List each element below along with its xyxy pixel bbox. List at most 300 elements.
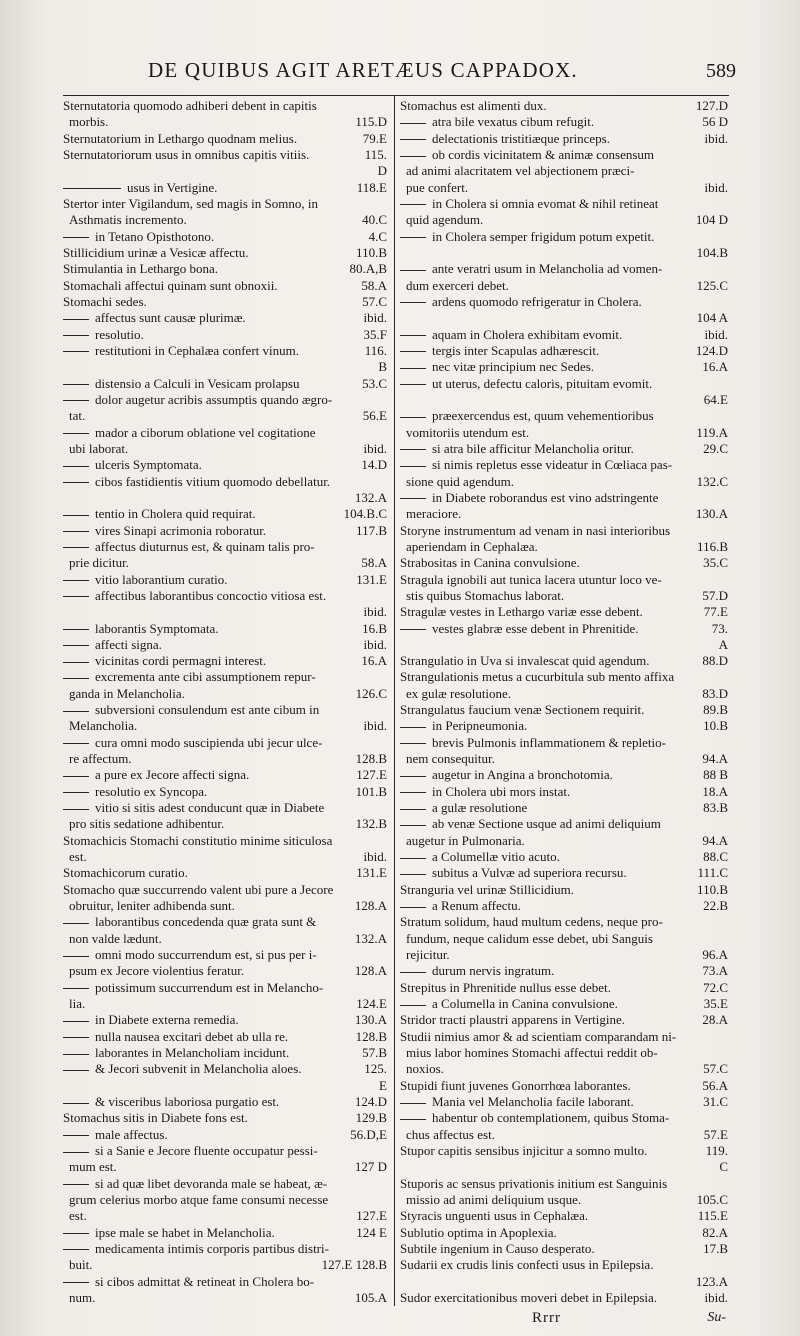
entry-page-ref: ibid. bbox=[704, 326, 728, 342]
index-entry bbox=[63, 489, 387, 505]
index-entry bbox=[400, 440, 728, 456]
entry-page-ref: 117.B bbox=[356, 522, 387, 538]
entry-text: a Renum affectu. bbox=[400, 897, 697, 913]
index-entry bbox=[400, 1044, 728, 1060]
index-entry bbox=[63, 1158, 387, 1174]
index-entry bbox=[63, 571, 387, 587]
entry-page-ref: 16.B bbox=[362, 620, 387, 636]
entry-page-ref: 64.E bbox=[703, 391, 728, 407]
entry-text: resolutio ex Syncopa. bbox=[63, 783, 350, 799]
index-entry bbox=[400, 407, 728, 423]
entry-text: subversioni consulendum est ante cibum in bbox=[63, 701, 381, 717]
index-entry bbox=[400, 717, 728, 733]
index-entry bbox=[63, 277, 387, 293]
entry-text: ab venæ Sectione usque ad animi deliquium bbox=[400, 815, 722, 831]
index-entry bbox=[63, 913, 387, 929]
entry-text: vestes glabræ esse debent in Phrenitide. bbox=[400, 620, 706, 636]
entry-page-ref: 132.A bbox=[354, 930, 387, 946]
index-entry bbox=[63, 1207, 387, 1223]
entry-text: Subtile ingenium in Causo desperato. bbox=[400, 1240, 595, 1256]
entry-text: habentur ob contemplationem, quibus Stoma- bbox=[400, 1109, 722, 1125]
index-entry bbox=[63, 162, 387, 178]
entry-text: Stillicidium urinæ a Vesicæ affectu. bbox=[63, 244, 249, 260]
index-entry bbox=[63, 554, 387, 570]
entry-text: quid agendum. bbox=[406, 212, 484, 228]
entry-text: sione quid agendum. bbox=[406, 473, 514, 489]
page-number: 589 bbox=[706, 60, 736, 82]
index-entry bbox=[63, 1256, 387, 1272]
index-entry bbox=[400, 701, 728, 717]
entry-text: excrementa ante cibi assumptionem repur- bbox=[63, 668, 381, 684]
entry-page-ref: ibid. bbox=[363, 849, 387, 865]
entry-text: morbis. bbox=[69, 114, 109, 130]
entry-text: stis quibus Stomachus laborat. bbox=[406, 587, 565, 603]
index-entry bbox=[63, 587, 387, 603]
entry-text: Stragula ignobili aut tunica lacera utuntur loco ve- bbox=[400, 571, 662, 587]
index-entry bbox=[400, 995, 728, 1011]
entry-page-ref: 79.E bbox=[362, 130, 387, 146]
entry-page-ref: ibid. bbox=[363, 310, 387, 326]
index-entry bbox=[400, 668, 728, 684]
index-entry bbox=[400, 228, 728, 244]
index-entry bbox=[63, 440, 387, 456]
entry-text: Stupor capitis sensibus injicitur a somno multo. bbox=[400, 1143, 648, 1158]
entry-text: si nimis repletus esse videatur in Cœliaca pas- bbox=[400, 456, 722, 472]
index-entry bbox=[400, 326, 728, 342]
entry-page-ref: 56.A bbox=[702, 1077, 728, 1093]
index-entry bbox=[63, 1240, 387, 1256]
entry-text: in Tetano Opisthotono. bbox=[63, 228, 363, 244]
entry-text: affectus diuturnus est, & quinam talis pro- bbox=[63, 538, 381, 554]
entry-text: nec vitæ principium nec Sedes. bbox=[400, 358, 696, 374]
entry-text: a gulæ resolutione bbox=[400, 799, 697, 815]
entry-page-ref: 128.B bbox=[355, 751, 387, 767]
entry-text: Sudarii ex crudis linis confecti usus in Epilepsia. bbox=[400, 1257, 654, 1273]
entry-page-ref: 82.A bbox=[702, 1224, 728, 1240]
entry-page-ref: 57.D bbox=[702, 587, 728, 603]
index-entry bbox=[63, 391, 387, 407]
index-entry bbox=[400, 473, 728, 489]
entry-text: Sternutatoria quomodo adhiberi debent in capitis bbox=[63, 98, 317, 113]
entry-page-ref: 83.B bbox=[703, 800, 728, 816]
index-entry bbox=[63, 1109, 387, 1125]
index-entry bbox=[400, 211, 728, 227]
entry-text: in Cholera si omnia evomat & nihil retineat bbox=[400, 195, 722, 211]
entry-page-ref: E bbox=[379, 1077, 387, 1093]
entry-page-ref: 127 D bbox=[354, 1159, 387, 1175]
entry-text: affectus sunt causæ plurimæ. bbox=[63, 309, 358, 325]
entry-page-ref: 104.B.C bbox=[343, 506, 387, 522]
index-entry bbox=[400, 162, 728, 178]
entry-page-ref: 96.A bbox=[702, 947, 728, 963]
entry-page-ref: 94.A bbox=[702, 832, 728, 848]
entry-text: præexercendus est, quum vehementioribus bbox=[400, 407, 722, 423]
entry-text: mius labor homines Stomachi affectui reddit ob- bbox=[406, 1045, 658, 1061]
index-entry bbox=[63, 930, 387, 946]
index-entry bbox=[400, 424, 728, 440]
entry-text: resolutio. bbox=[63, 326, 358, 342]
index-entry bbox=[400, 309, 728, 325]
entry-text: affectibus laborantibus concoctio vitiosa est. bbox=[63, 587, 381, 603]
index-entry bbox=[63, 783, 387, 799]
entry-page-ref: ibid. bbox=[704, 1289, 728, 1305]
entry-text: prie dicitur. bbox=[69, 555, 129, 571]
entry-page-ref: 131.E bbox=[356, 865, 387, 881]
entry-text: Stomachicis Stomachi constitutio minime siticulosa bbox=[63, 832, 333, 848]
entry-text: augetur in Angina a bronchotomia. bbox=[400, 766, 697, 782]
index-entry bbox=[63, 1191, 387, 1207]
entry-page-ref: 104 A bbox=[696, 310, 728, 326]
entry-page-ref: 35.F bbox=[363, 326, 387, 342]
index-entry bbox=[63, 1126, 387, 1142]
entry-page-ref: 88 B bbox=[703, 767, 728, 783]
index-entry bbox=[400, 1207, 728, 1223]
index-entry bbox=[400, 146, 728, 162]
entry-page-ref: ibid. bbox=[363, 718, 387, 734]
index-entry bbox=[63, 864, 387, 880]
entry-text: vitio laborantium curatio. bbox=[63, 571, 350, 587]
entry-text: buit. bbox=[69, 1257, 93, 1273]
entry-text: Strabositas in Canina convulsione. bbox=[400, 555, 580, 571]
index-entry bbox=[400, 881, 728, 897]
index-entry bbox=[400, 113, 728, 129]
entry-page-ref: 88.C bbox=[703, 849, 728, 865]
entry-page-ref: 58.A bbox=[361, 555, 387, 571]
entry-text: Strangulationis metus a cucurbitula sub mento affixa bbox=[400, 669, 675, 685]
index-entry bbox=[400, 244, 728, 260]
index-entry bbox=[63, 407, 387, 423]
index-entry bbox=[63, 1077, 387, 1093]
entry-page-ref: 57.C bbox=[703, 1061, 728, 1077]
index-entry bbox=[400, 766, 728, 782]
page-footer bbox=[0, 1310, 800, 1330]
entry-text: durum nervis ingratum. bbox=[400, 962, 696, 978]
entry-page-ref: 124.D bbox=[354, 1094, 387, 1110]
index-entry bbox=[63, 652, 387, 668]
entry-page-ref: 127.D bbox=[695, 98, 728, 113]
index-entry bbox=[400, 456, 728, 472]
entry-text: ob cordis vicinitatem & animæ consensum bbox=[400, 146, 722, 162]
entry-text: mum est. bbox=[69, 1159, 117, 1175]
entry-page-ref: 128.A bbox=[354, 898, 387, 914]
entry-page-ref: 16.A bbox=[702, 359, 728, 375]
index-entry bbox=[63, 962, 387, 978]
entry-page-ref: 124 E bbox=[356, 1224, 387, 1240]
entry-text: Studii nimius amor & ad scientiam comparandam ni- bbox=[400, 1028, 677, 1044]
entry-page-ref: A bbox=[718, 636, 728, 652]
entry-text: Asthmatis incremento. bbox=[69, 212, 187, 228]
entry-text: restitutioni in Cephalæa confert vinum. bbox=[63, 342, 359, 358]
entry-text: Stratum solidum, haud multum cedens, neque pro- bbox=[400, 914, 663, 930]
entry-page-ref: 40.C bbox=[362, 212, 387, 228]
index-entry bbox=[400, 1273, 728, 1289]
entry-text: pue confert. bbox=[406, 179, 469, 195]
entry-page-ref: 128.B bbox=[355, 1028, 387, 1044]
index-entry bbox=[63, 995, 387, 1011]
entry-page-ref: 57.E bbox=[703, 1126, 728, 1142]
entry-page-ref: 57.C bbox=[362, 293, 387, 309]
entry-page-ref: 72.C bbox=[703, 979, 728, 995]
entry-page-ref: 115.D bbox=[355, 114, 387, 130]
entry-page-ref: 17.B bbox=[703, 1240, 728, 1256]
index-entry bbox=[400, 1158, 728, 1174]
index-entry bbox=[63, 734, 387, 750]
entry-page-ref: 132.C bbox=[696, 473, 728, 489]
entry-text: dolor augetur acribis assumptis quando ægro- bbox=[63, 391, 381, 407]
entry-page-ref: 110.B bbox=[697, 881, 728, 897]
index-entry bbox=[63, 179, 387, 195]
entry-text: in Cholera semper frigidum potum expetit. bbox=[400, 228, 722, 244]
entry-text: Sublutio optima in Apoplexia. bbox=[400, 1224, 557, 1240]
index-entry bbox=[63, 1224, 387, 1240]
index-entry bbox=[63, 1028, 387, 1044]
index-entry bbox=[63, 228, 387, 244]
entry-text: a Columella in Canina convulsione. bbox=[400, 995, 698, 1011]
entry-page-ref: 127.E bbox=[356, 767, 387, 783]
index-entry bbox=[63, 1060, 387, 1076]
entry-page-ref: 83.D bbox=[702, 685, 728, 701]
index-entry bbox=[63, 1044, 387, 1060]
index-entry bbox=[63, 260, 387, 276]
index-entry bbox=[400, 1109, 728, 1125]
index-entry bbox=[400, 522, 728, 538]
entry-page-ref: 56.D,E bbox=[350, 1126, 387, 1142]
index-entry bbox=[400, 1224, 728, 1240]
entry-text: Stomachi sedes. bbox=[63, 293, 147, 309]
entry-text: laborantibus concedenda quæ grata sunt & bbox=[63, 913, 381, 929]
entry-page-ref: 16.A bbox=[361, 653, 387, 669]
entry-text: Stomacho quæ succurrendo valent ubi pure a Jecore bbox=[63, 881, 334, 897]
entry-page-ref: 10.B bbox=[703, 718, 728, 734]
entry-page-ref: 124.E bbox=[356, 996, 387, 1012]
index-entry bbox=[63, 946, 387, 962]
entry-text: Storyne instrumentum ad venam in nasi interioribus bbox=[400, 522, 671, 538]
entry-text: ardens quomodo refrigeratur in Cholera. bbox=[400, 293, 722, 309]
index-entry bbox=[400, 897, 728, 913]
entry-page-ref: 119.A bbox=[696, 424, 728, 440]
index-entry bbox=[400, 391, 728, 407]
entry-text: pro sitis sedatione adhibentur. bbox=[69, 816, 225, 832]
entry-text: Stomachicorum curatio. bbox=[63, 865, 188, 881]
entry-page-ref: 31.C bbox=[703, 1094, 728, 1110]
entry-page-ref: 105.A bbox=[354, 1289, 387, 1305]
index-entry bbox=[63, 1175, 387, 1191]
entry-page-ref: 130.A bbox=[354, 1012, 387, 1028]
index-entry bbox=[63, 799, 387, 815]
index-entry bbox=[63, 146, 387, 162]
entry-page-ref: 131.E bbox=[356, 571, 387, 587]
entry-text: omni modo succurrendum est, si pus per i- bbox=[63, 946, 381, 962]
entry-text: missio ad animi deliquium usque. bbox=[406, 1191, 582, 1207]
entry-text: vitio si sitis adest conducunt quæ in Diabete bbox=[63, 799, 381, 815]
catchword: Su- bbox=[707, 1310, 726, 1325]
index-entry bbox=[400, 946, 728, 962]
index-entry bbox=[63, 473, 387, 489]
right-column bbox=[400, 97, 728, 1305]
entry-text: Strangulatio in Uva si invalescat quid agendum. bbox=[400, 653, 650, 669]
entry-page-ref: 116. bbox=[364, 342, 387, 358]
entry-text: Stridor tracti plaustri apparens in Vertigine. bbox=[400, 1012, 626, 1028]
entry-text: distensio a Calculi in Vesicam prolapsu bbox=[63, 375, 356, 391]
index-entry bbox=[400, 277, 728, 293]
entry-text: cura omni modo suscipienda ubi jecur ulce- bbox=[63, 734, 381, 750]
entry-page-ref: 29.C bbox=[703, 440, 728, 456]
entry-text: medicamenta intimis corporis partibus distri- bbox=[63, 1240, 381, 1256]
index-entry bbox=[400, 603, 728, 619]
index-entry bbox=[400, 260, 728, 276]
index-entry bbox=[400, 1126, 728, 1142]
index-entry bbox=[400, 489, 728, 505]
entry-page-ref: 111.C bbox=[697, 865, 728, 881]
entry-text: est. bbox=[69, 849, 87, 865]
entry-text: si a Sanie e Jecore fluente occupatur pessi- bbox=[63, 1142, 381, 1158]
index-entry bbox=[63, 750, 387, 766]
index-entry bbox=[63, 832, 387, 848]
entry-text: delectationis tristitiæque princeps. bbox=[400, 130, 699, 146]
index-entry bbox=[63, 685, 387, 701]
entry-text: Stomachali affectui quinam sunt obnoxii. bbox=[63, 277, 278, 293]
entry-text: subitus a Vulvæ ad superiora recursu. bbox=[400, 864, 692, 880]
entry-text: affecti signa. bbox=[63, 636, 358, 652]
index-entry bbox=[63, 358, 387, 374]
index-entry bbox=[63, 636, 387, 652]
index-entry bbox=[63, 293, 387, 309]
index-entry bbox=[400, 375, 728, 391]
entry-page-ref: 126.C bbox=[355, 685, 387, 701]
index-entry bbox=[63, 848, 387, 864]
index-entry bbox=[400, 1175, 728, 1191]
index-entry bbox=[400, 1028, 728, 1044]
entry-text: Strangulatus faucium venæ Sectionem requirit. bbox=[400, 702, 645, 718]
entry-text: laborantis Symptomata. bbox=[63, 620, 356, 636]
entry-text: in Diabete roborandus est vino adstringente bbox=[400, 489, 722, 505]
header-rule bbox=[63, 95, 729, 96]
entry-text: est. bbox=[69, 1208, 87, 1224]
entry-text: obruitur, leniter adhibenda sunt. bbox=[69, 898, 235, 914]
entry-text: Stranguria vel urinæ Stillicidium. bbox=[400, 881, 575, 897]
index-entry bbox=[63, 1011, 387, 1027]
entry-text: non valde lædunt. bbox=[69, 930, 162, 946]
running-title: DE QUIBUS AGIT ARETÆUS CAPPADOX. bbox=[148, 58, 578, 82]
index-entry bbox=[400, 179, 728, 195]
entry-text: male affectus. bbox=[63, 1126, 344, 1142]
entry-page-ref: 77.E bbox=[703, 604, 728, 620]
entry-page-ref: D bbox=[377, 163, 387, 179]
entry-text: in Diabete externa remedia. bbox=[63, 1011, 349, 1027]
entry-text: ubi laborat. bbox=[69, 440, 129, 456]
entry-text: & visceribus laboriosa purgatio est. bbox=[63, 1093, 349, 1109]
entry-text: meraciore. bbox=[406, 506, 462, 522]
index-entry bbox=[63, 897, 387, 913]
entry-text: ante veratri usum in Melancholia ad vomen- bbox=[400, 260, 722, 276]
entry-text: si atra bile afficitur Melancholia oritur. bbox=[400, 440, 697, 456]
index-entry bbox=[63, 1142, 387, 1158]
entry-text: atra bile vexatus cibum refugit. bbox=[400, 113, 696, 129]
index-entry bbox=[400, 1093, 728, 1109]
index-entry bbox=[63, 522, 387, 538]
entry-text: psum ex Jecore violentius feratur. bbox=[69, 963, 245, 979]
entry-page-ref: 28.A bbox=[702, 1012, 728, 1028]
entry-page-ref: 105.C bbox=[696, 1191, 728, 1207]
index-entry bbox=[63, 97, 387, 113]
entry-page-ref: B bbox=[378, 359, 387, 375]
index-entry bbox=[400, 1256, 728, 1272]
index-entry bbox=[400, 505, 728, 521]
index-entry bbox=[63, 211, 387, 227]
entry-text: Styracis unguenti usus in Cephalæa. bbox=[400, 1208, 589, 1224]
entry-page-ref: 101.B bbox=[355, 783, 387, 799]
entry-page-ref: 127.E bbox=[356, 1208, 387, 1224]
index-entry bbox=[400, 293, 728, 309]
index-entry bbox=[400, 652, 728, 668]
entry-text: Stimulantia in Lethargo bona. bbox=[63, 261, 219, 277]
index-entry bbox=[400, 1060, 728, 1076]
entry-text: Stuporis ac sensus privationis initium est Sanguinis bbox=[400, 1175, 668, 1191]
entry-page-ref: 94.A bbox=[702, 751, 728, 767]
entry-page-ref: ibid. bbox=[704, 179, 728, 195]
entry-text: augetur in Pulmonaria. bbox=[406, 832, 525, 848]
entry-text: si cibos admittat & retineat in Cholera bo- bbox=[63, 1273, 381, 1289]
entry-text: grum celerius morbo atque fame consumi necesse bbox=[69, 1191, 329, 1207]
entry-text: mador a ciborum oblatione vel cogitatione bbox=[63, 424, 381, 440]
index-entry bbox=[400, 1077, 728, 1093]
index-entry bbox=[400, 1240, 728, 1256]
entry-text: tergis inter Scapulas adhærescit. bbox=[400, 342, 690, 358]
index-entry bbox=[400, 1011, 728, 1027]
index-entry bbox=[63, 668, 387, 684]
index-entry bbox=[63, 505, 387, 521]
entry-text: ulceris Symptomata. bbox=[63, 456, 355, 472]
index-entry bbox=[63, 113, 387, 129]
entry-page-ref: 53.C bbox=[362, 375, 387, 391]
entry-text: a Columellæ vitio acuto. bbox=[400, 848, 697, 864]
index-entry bbox=[400, 864, 728, 880]
entry-page-ref: 128.A bbox=[354, 963, 387, 979]
index-entry bbox=[400, 783, 728, 799]
entry-text: tentio in Cholera quid requirat. bbox=[63, 505, 338, 521]
index-entry bbox=[63, 326, 387, 342]
index-entry bbox=[63, 130, 387, 146]
entry-page-ref: 56.E bbox=[362, 408, 387, 424]
page-header bbox=[0, 58, 800, 92]
entry-page-ref: 22.B bbox=[703, 898, 728, 914]
entry-text: aperiendam in Cephalæa. bbox=[406, 538, 538, 554]
index-entry bbox=[400, 538, 728, 554]
entry-page-ref: 124.D bbox=[695, 342, 728, 358]
index-entry bbox=[63, 456, 387, 472]
entry-page-ref: 56 D bbox=[702, 114, 728, 130]
index-entry bbox=[63, 701, 387, 717]
entry-text: Stragulæ vestes in Lethargo variæ esse debent. bbox=[400, 604, 643, 620]
entry-text: Melancholia. bbox=[69, 718, 138, 734]
entry-page-ref: 35.C bbox=[703, 555, 728, 571]
entry-page-ref: 18.A bbox=[702, 783, 728, 799]
entry-text: Sudor exercitationibus moveri debet in Epilepsia. bbox=[400, 1289, 658, 1305]
left-column bbox=[63, 97, 387, 1305]
entry-text: tat. bbox=[69, 408, 86, 424]
entry-text: Strepitus in Phrenitide nullus esse debet. bbox=[400, 979, 611, 995]
entry-text: re affectum. bbox=[69, 751, 132, 767]
entry-text: Stertor inter Vigilandum, sed magis in Somno, in bbox=[63, 195, 318, 211]
entry-page-ref: 125. bbox=[364, 1061, 387, 1077]
entry-page-ref: 115.E bbox=[697, 1208, 728, 1224]
entry-page-ref: 130.A bbox=[695, 506, 728, 522]
entry-text: nem consequitur. bbox=[406, 751, 495, 767]
index-entry bbox=[63, 815, 387, 831]
index-entry bbox=[63, 603, 387, 619]
index-entry bbox=[63, 424, 387, 440]
index-entry bbox=[63, 1273, 387, 1289]
